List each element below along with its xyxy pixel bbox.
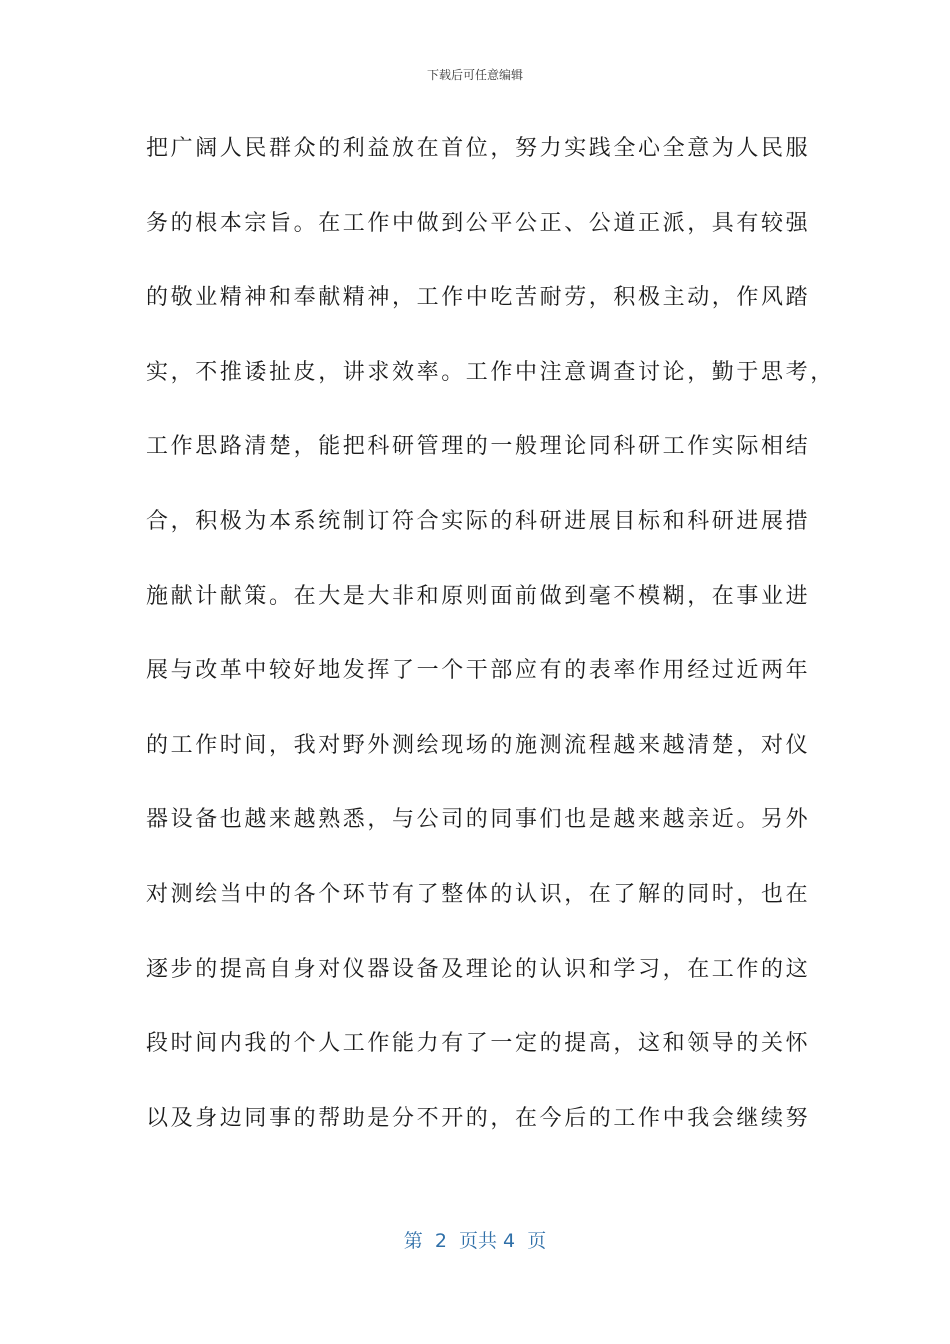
- body-line: 段时间内我的个人工作能力有了一定的提高，这和领导的关怀: [146, 1031, 811, 1057]
- body-line: 工作思路清楚，能把科研管理的一般理论同科研工作实际相结: [146, 434, 811, 460]
- body-line: 的敬业精神和奉献精神，工作中吃苦耐劳，积极主动，作风踏: [146, 285, 811, 311]
- body-line: 合，积极为本系统制订符合实际的科研进展目标和科研进展措: [146, 508, 811, 534]
- page-number-footer: 第 2 页共 4 页: [403, 1230, 547, 1252]
- body-line: 实，不推诿扯皮，讲求效率。工作中注意调查讨论，勤于思考，: [146, 359, 835, 385]
- body-line: 把广阔人民群众的利益放在首位，努力实践全心全意为人民服: [146, 136, 811, 161]
- body-line: 的工作时间，我对野外测绘现场的施测流程越来越清楚，对仪: [146, 732, 811, 758]
- page-header: 下载后可任意编辑: [426, 68, 523, 82]
- body-line: 施献计献策。在大是大非和原则面前做到毫不模糊，在事业进: [146, 583, 811, 609]
- document-body: [146, 112, 835, 1156]
- body-line: 展与改革中较好地发挥了一个干部应有的表率作用经过近两年: [146, 658, 811, 684]
- body-line: 器设备也越来越熟悉，与公司的同事们也是越来越亲近。另外: [146, 807, 811, 833]
- body-line: 对测绘当中的各个环节有了整体的认识，在了解的同时，也在: [146, 881, 811, 907]
- body-line: 以及身边同事的帮助是分不开的，在今后的工作中我会继续努: [146, 1105, 811, 1131]
- body-line: 务的根本宗旨。在工作中做到公平公正、公道正派，具有较强: [146, 210, 811, 236]
- body-line: 逐步的提高自身对仪器设备及理论的认识和学习，在工作的这: [146, 956, 811, 982]
